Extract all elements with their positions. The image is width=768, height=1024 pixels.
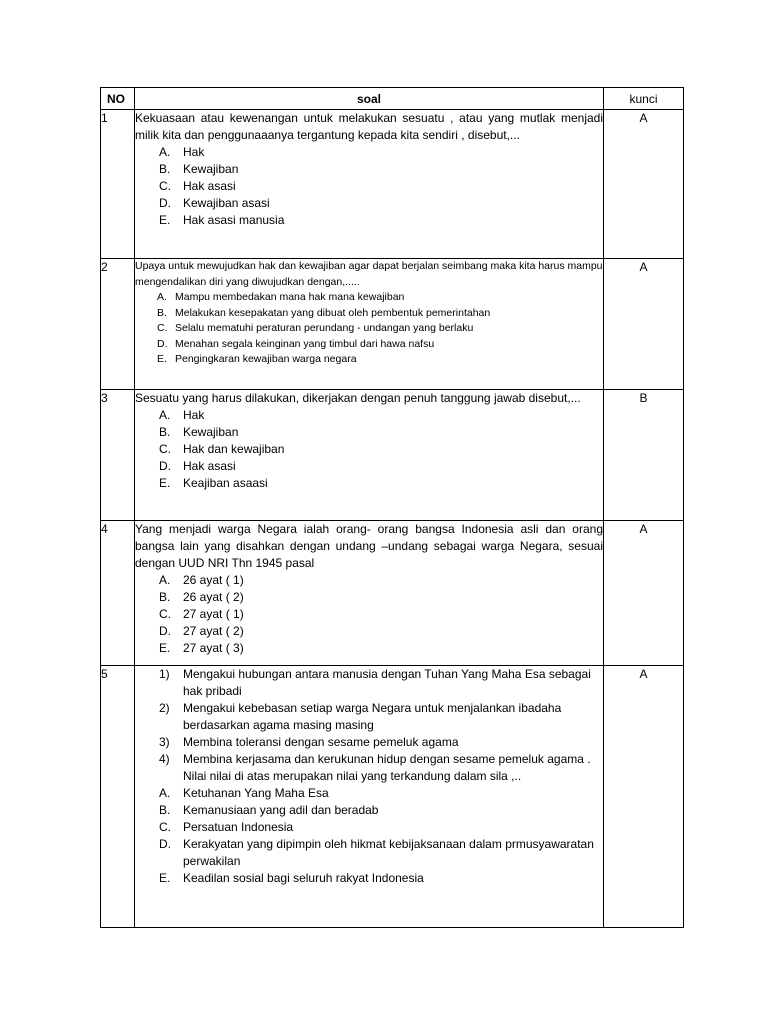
option-e xyxy=(159,870,603,887)
option-b xyxy=(135,424,603,441)
statement-marker: 4) xyxy=(159,752,170,766)
option-list xyxy=(135,144,603,229)
answer-key: A xyxy=(604,666,684,928)
option-text: Persatuan Indonesia xyxy=(183,820,294,834)
option-text: 27 ayat ( 3) xyxy=(183,641,244,655)
statement-text: Membina toleransi dengan sesame pemeluk agama xyxy=(183,735,459,749)
option-marker: E. xyxy=(159,871,171,885)
statement-4 xyxy=(135,751,603,768)
option-marker: B. xyxy=(159,590,171,604)
option-marker: B. xyxy=(159,162,171,176)
option-text: Hak asasi manusia xyxy=(183,213,285,227)
answer-key-table xyxy=(100,87,684,928)
option-marker: C. xyxy=(159,179,171,193)
option-marker: B. xyxy=(159,425,171,439)
question-4 xyxy=(135,521,603,657)
question-block xyxy=(159,768,603,887)
option-text: 26 ayat ( 2) xyxy=(183,590,244,604)
option-c xyxy=(159,819,603,836)
option-marker: D. xyxy=(159,196,171,210)
option-text: Hak xyxy=(183,145,205,159)
option-text: Pengingkaran kewajiban warga negara xyxy=(175,353,357,365)
option-b xyxy=(159,802,603,819)
statement-text: Mengakui kebebasan setiap warga Negara untuk menjalankan ibadaha berdasarkan agama masing masing xyxy=(183,701,562,732)
option-text: Hak dan kewajiban xyxy=(183,442,285,456)
option-d xyxy=(135,337,603,353)
header-row xyxy=(101,88,684,110)
statement-marker: 2) xyxy=(159,701,170,715)
answer-key: A xyxy=(604,110,684,259)
option-c xyxy=(135,441,603,458)
option-marker: D. xyxy=(157,337,168,350)
question-row-1 xyxy=(101,110,684,259)
answer-key: B xyxy=(604,390,684,521)
answer-key: A xyxy=(604,521,684,666)
option-a xyxy=(159,785,603,802)
answer-key: A xyxy=(604,259,684,390)
question-5 xyxy=(135,666,603,887)
option-text: Kerakyatan yang dipimpin oleh hikmat kebijaksanaan dalam prmusyawaratan perwakilan xyxy=(183,837,594,868)
option-d xyxy=(159,836,603,870)
option-marker: C. xyxy=(159,442,171,456)
question-number: 3 xyxy=(101,390,135,521)
option-marker: E. xyxy=(157,353,167,365)
question-number: 1 xyxy=(101,110,135,259)
option-d xyxy=(135,623,603,640)
option-marker: D. xyxy=(159,837,171,851)
statement-list xyxy=(135,666,603,768)
option-a xyxy=(135,144,603,161)
option-list xyxy=(159,785,603,887)
option-list xyxy=(135,572,603,657)
option-e xyxy=(135,475,603,492)
option-marker: E. xyxy=(159,641,171,655)
option-a xyxy=(135,572,603,589)
option-d xyxy=(135,195,603,212)
option-marker: B. xyxy=(157,306,167,319)
question-3 xyxy=(135,390,603,492)
question-row-5 xyxy=(101,666,684,928)
option-text: Hak asasi xyxy=(183,459,236,473)
statement-marker: 1) xyxy=(159,667,170,681)
option-text: Kewajiban xyxy=(183,425,239,439)
option-marker: A. xyxy=(157,291,167,303)
option-a xyxy=(135,407,603,424)
option-marker: C. xyxy=(159,820,171,834)
statement-text: Mengakui hubungan antara manusia dengan Tuhan Yang Maha Esa sebagai hak pribadi xyxy=(183,667,591,698)
option-text: Selalu mematuhi peraturan perundang - undangan yang berlaku xyxy=(175,322,474,334)
option-text: Keajiban asaasi xyxy=(183,476,268,490)
question-number: 2 xyxy=(101,259,135,390)
option-text: Keadilan sosial bagi seluruh rakyat Indonesia xyxy=(183,871,424,885)
statement-text: Membina kerjasama dan kerukunan hidup dengan sesame pemeluk agama . xyxy=(183,752,591,766)
option-marker: A. xyxy=(159,786,171,800)
header-kunci: kunci xyxy=(604,88,684,110)
question-2 xyxy=(135,259,603,368)
option-marker: A. xyxy=(159,408,171,422)
statement-1 xyxy=(135,666,603,700)
question-stem: Upaya untuk mewujudkan hak dan kewajiban agar dapat berjalan seimbang maka kita harus mampu mengendalikan diri yang diwujudkan dengan,..... xyxy=(135,260,603,288)
option-marker: A. xyxy=(159,145,171,159)
question-stem: Kekuasaan atau kewenangan untuk melakukan sesuatu , atau yang mutlak menjadi milik kita dan penggunaaanya tergantung kepada kita sendiri , disebut,... xyxy=(135,111,603,142)
option-d xyxy=(135,458,603,475)
question-stem: Sesuatu yang harus dilakukan, dikerjakan dengan penuh tanggung jawab disebut,... xyxy=(135,391,581,405)
question-number: 4 xyxy=(101,521,135,666)
option-text: Hak xyxy=(183,408,205,422)
question-row-3 xyxy=(101,390,684,521)
option-text: Kemanusiaan yang adil dan beradab xyxy=(183,803,379,817)
option-c xyxy=(135,606,603,623)
option-text: Mampu membedakan mana hak mana kewajiban xyxy=(175,291,405,303)
option-c xyxy=(135,178,603,195)
statement-2 xyxy=(135,700,603,734)
option-b xyxy=(135,161,603,178)
option-marker: C. xyxy=(157,322,168,334)
option-e xyxy=(135,212,603,229)
question-row-4 xyxy=(101,521,684,666)
header-no: NO xyxy=(101,88,135,110)
option-text: Melakukan kesepakatan yang dibuat oleh pembentuk pemerintahan xyxy=(175,306,491,319)
option-text: Menahan segala keinginan yang timbul dari hawa nafsu xyxy=(175,337,435,350)
question-row-2 xyxy=(101,259,684,390)
option-text: Kewajiban asasi xyxy=(183,196,270,210)
option-marker: E. xyxy=(159,476,171,490)
option-marker: D. xyxy=(159,459,171,473)
option-e xyxy=(135,640,603,657)
option-marker: C. xyxy=(159,607,171,621)
option-text: 27 ayat ( 2) xyxy=(183,624,244,638)
option-b xyxy=(135,589,603,606)
option-text: Kewajiban xyxy=(183,162,239,176)
option-text: 26 ayat ( 1) xyxy=(183,573,244,587)
option-marker: D. xyxy=(159,624,171,638)
option-text: Ketuhanan Yang Maha Esa xyxy=(183,786,329,800)
option-marker: A. xyxy=(159,573,171,587)
option-text: Hak asasi xyxy=(183,179,236,193)
option-b xyxy=(135,306,603,322)
statement-marker: 3) xyxy=(159,735,170,749)
option-list xyxy=(135,407,603,492)
question-number: 5 xyxy=(101,666,135,928)
question-prompt: Nilai nilai di atas merupakan nilai yang terkandung dalam sila ,.. xyxy=(183,769,522,783)
option-list xyxy=(135,290,603,368)
option-text: 27 ayat ( 1) xyxy=(183,607,244,621)
question-1 xyxy=(135,110,603,229)
question-stem: Yang menjadi warga Negara ialah orang- orang bangsa Indonesia asli dan orang bangsa lain yang disahkan dengan undang –undang sebagai warga Negara, sesuai dengan UUD NRI Thn 1945 pasal xyxy=(135,522,603,570)
option-marker: B. xyxy=(159,803,171,817)
header-soal: soal xyxy=(135,88,604,110)
option-marker: E. xyxy=(159,213,171,227)
statement-3 xyxy=(135,734,603,751)
option-a xyxy=(135,290,603,306)
option-e xyxy=(135,352,603,368)
option-c xyxy=(135,321,603,337)
